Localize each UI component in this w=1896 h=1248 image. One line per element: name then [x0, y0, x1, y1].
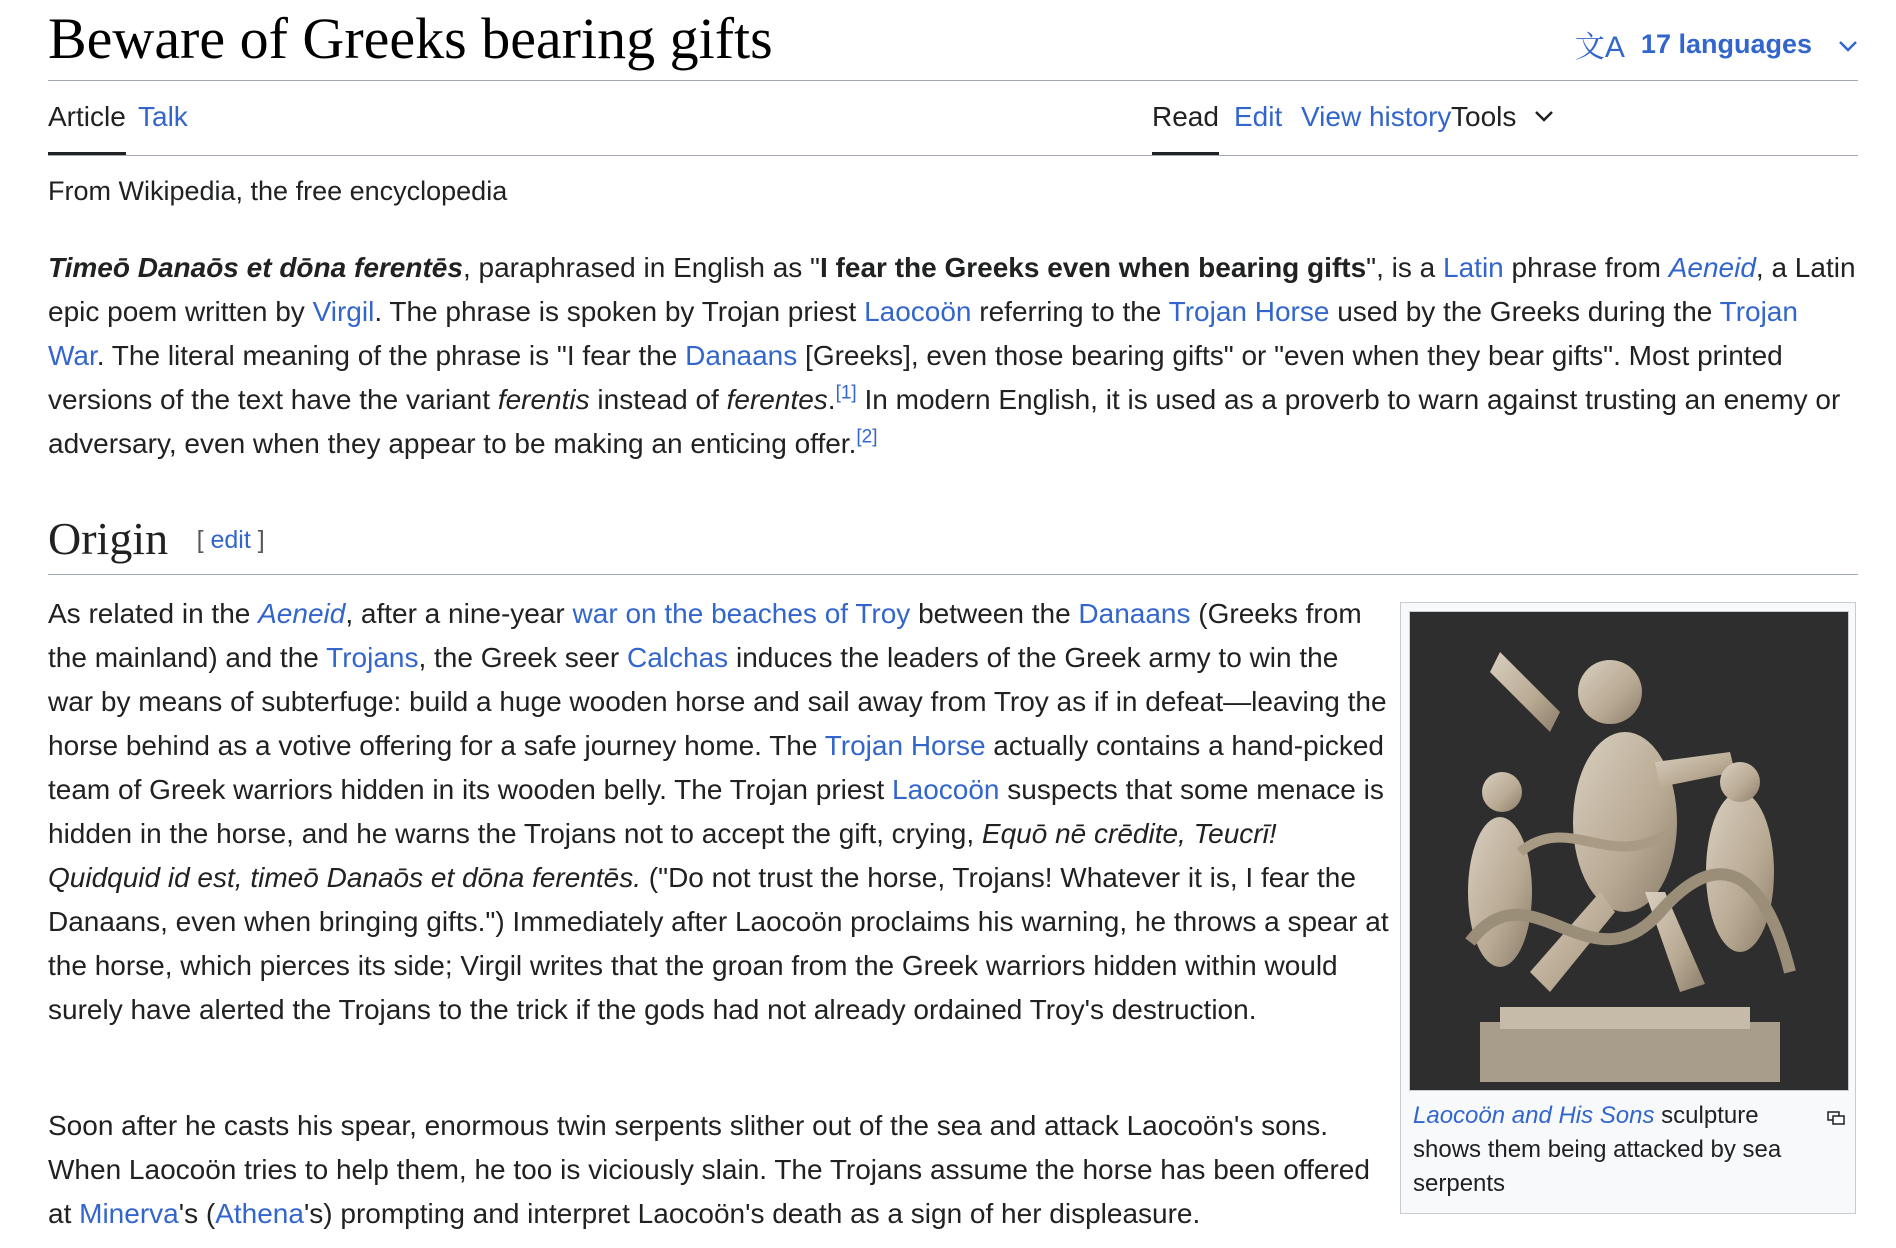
lead-text: , a Latin epic poem written by — [48, 252, 1856, 327]
link-laocoon[interactable]: Laocoön — [892, 774, 1000, 805]
edit-bracket: ] — [250, 526, 265, 554]
italic-ferentes: ferentes — [726, 384, 828, 415]
paragraph-text: actually contains a hand-picked team of Greek warriors hidden in its wooden belly. The Trojan priest — [48, 730, 1384, 805]
language-button[interactable] — [1575, 22, 1858, 66]
page-tabs — [48, 81, 1858, 156]
italic-ferentis: ferentis — [497, 384, 590, 415]
tools-menu-button[interactable] — [1451, 101, 1554, 155]
caption-link-label: Laocoön and His Sons — [1413, 1102, 1655, 1129]
paragraph-text: , the Greek seer — [418, 642, 628, 673]
lead-text: . The literal meaning of the phrase is "I fear the — [96, 340, 686, 371]
english-phrase: I fear the Greeks even when bearing gifts — [819, 252, 1367, 283]
paragraph-text: 's ( — [178, 1198, 216, 1229]
paragraph-text: ("Do not trust the horse, Trojans! Whatever it is, I fear the Danaans, even when bringing gifts.") Immediately after Laocoön proclaims his warning, he throws a spear at the horse, which pierces its side; Virgil writes that the groan from the Greek warriors hidden within would surely have alerted the Trojans to the trick if the gods had not already ordained Troy's destruction. — [48, 862, 1389, 1025]
link-trojan-horse[interactable]: Trojan Horse — [824, 730, 986, 761]
section-title: Origin — [48, 513, 169, 564]
link-aeneid-label: Aeneid — [1668, 252, 1756, 283]
paragraph-text: As related in the — [48, 598, 259, 629]
sculpture-illustration — [1410, 612, 1848, 1090]
section-heading-origin — [48, 512, 1858, 575]
link-trojans[interactable]: Trojans — [326, 642, 419, 673]
language-button-label: 17 languages — [1640, 28, 1812, 59]
tools-label: Tools — [1451, 101, 1517, 132]
lead-text: instead of — [589, 384, 727, 415]
link-latin[interactable]: Latin — [1443, 252, 1504, 283]
paragraph-text: between the — [910, 598, 1079, 629]
link-trojan-war[interactable]: Trojan War — [48, 296, 1798, 371]
lead-paragraph — [48, 246, 1858, 466]
link-calchas[interactable]: Calchas — [627, 642, 729, 673]
lead-text: [Greeks], even those bearing gifts" or "even when they bear gifts". Most printed versions of the text have the variant — [48, 340, 1783, 415]
link-trojan-war-beaches[interactable]: war on the beaches of Troy — [572, 598, 911, 629]
lead-text: . — [827, 384, 836, 415]
tab-view-history[interactable]: View history — [1301, 101, 1452, 132]
link-virgil[interactable]: Virgil — [312, 296, 375, 327]
sculpture-image[interactable] — [1409, 611, 1849, 1091]
origin-paragraph-1 — [48, 592, 1390, 1032]
paragraph-text: , after a nine-year — [345, 598, 573, 629]
link-laocoon[interactable]: Laocoön — [864, 296, 972, 327]
paragraph-text: Soon after he casts his spear, enormous twin serpents slither out of the sea and attack Laocoön's sons. When Laocoön tries to help them, he too is viciously slain. The Trojans assume the horse has been offered at — [48, 1110, 1370, 1229]
lead-text: In modern English, it is used as a proverb to warn against trusting an enemy or adversary, even when they appear to be making an enticing offer. — [48, 384, 1841, 459]
link-aeneid[interactable] — [258, 598, 345, 629]
paragraph-text: 's) prompting and interpret Laocoön's death as a sign of her displeasure. — [303, 1198, 1201, 1229]
edit-bracket: [ — [196, 526, 211, 554]
chevron-down-icon — [1534, 103, 1554, 129]
reference-2[interactable]: [2] — [856, 426, 878, 448]
link-trojan-horse[interactable]: Trojan Horse — [1168, 296, 1330, 327]
lead-text: phrase from — [1503, 252, 1669, 283]
lead-text: . The phrase is spoken by Trojan priest — [374, 296, 865, 327]
tab-edit[interactable]: Edit — [1234, 101, 1283, 132]
reference-1[interactable]: [1] — [835, 382, 857, 404]
section-edit — [197, 526, 265, 554]
paragraph-text: suspects that some menace is hidden in the horse, and he warns the Trojans not to accept the gift, crying, — [48, 774, 1384, 849]
origin-paragraph-2 — [48, 1104, 1390, 1236]
link-danaans[interactable]: Danaans — [1078, 598, 1191, 629]
chevron-down-icon — [1838, 29, 1858, 60]
figure-caption — [1409, 1091, 1847, 1201]
tab-read[interactable]: Read — [1152, 101, 1219, 155]
lead-text: ", is a — [1366, 252, 1444, 283]
tab-article[interactable]: Article — [48, 101, 126, 155]
link-athena[interactable]: Athena — [215, 1198, 304, 1229]
tab-talk[interactable]: Talk — [138, 101, 188, 132]
site-tagline: From Wikipedia, the free encyclopedia — [48, 176, 508, 206]
article-page — [48, 0, 1858, 1229]
latin-phrase: Timeō Danaōs et dōna ferentēs — [48, 252, 463, 283]
latin-quote: Equō nē crēdite, Teucrī! Quidquid id est, timeō Danaōs et dōna ferentēs. — [48, 818, 1277, 893]
lead-text: used by the Greeks during the — [1329, 296, 1720, 327]
section-edit-link[interactable]: edit — [210, 526, 251, 554]
link-aeneid-label: Aeneid — [258, 598, 346, 629]
link-aeneid[interactable] — [1669, 252, 1756, 283]
language-icon: 文A — [1574, 31, 1625, 64]
title-bar — [48, 0, 1858, 81]
figure-thumbnail — [1400, 602, 1856, 1214]
lead-text: , paraphrased in English as " — [462, 252, 820, 283]
paragraph-text: (Greeks from the mainland) and the — [48, 598, 1362, 673]
caption-link[interactable] — [1413, 1102, 1655, 1129]
page-title: Beware of Greeks bearing gifts — [48, 6, 773, 71]
lead-text: referring to the — [971, 296, 1169, 327]
paragraph-text: induces the leaders of the Greek army to win the war by means of subterfuge: build a huge wooden horse and sail away from Troy as if in defeat—leaving the horse behind as a votive offering for a safe journey home. The — [48, 642, 1387, 761]
link-minerva[interactable]: Minerva — [79, 1198, 179, 1229]
caption-text: sculpture shows them being attacked by sea serpents — [1413, 1102, 1782, 1197]
enlarge-icon[interactable] — [1827, 1101, 1845, 1115]
link-danaans[interactable]: Danaans — [685, 340, 798, 371]
